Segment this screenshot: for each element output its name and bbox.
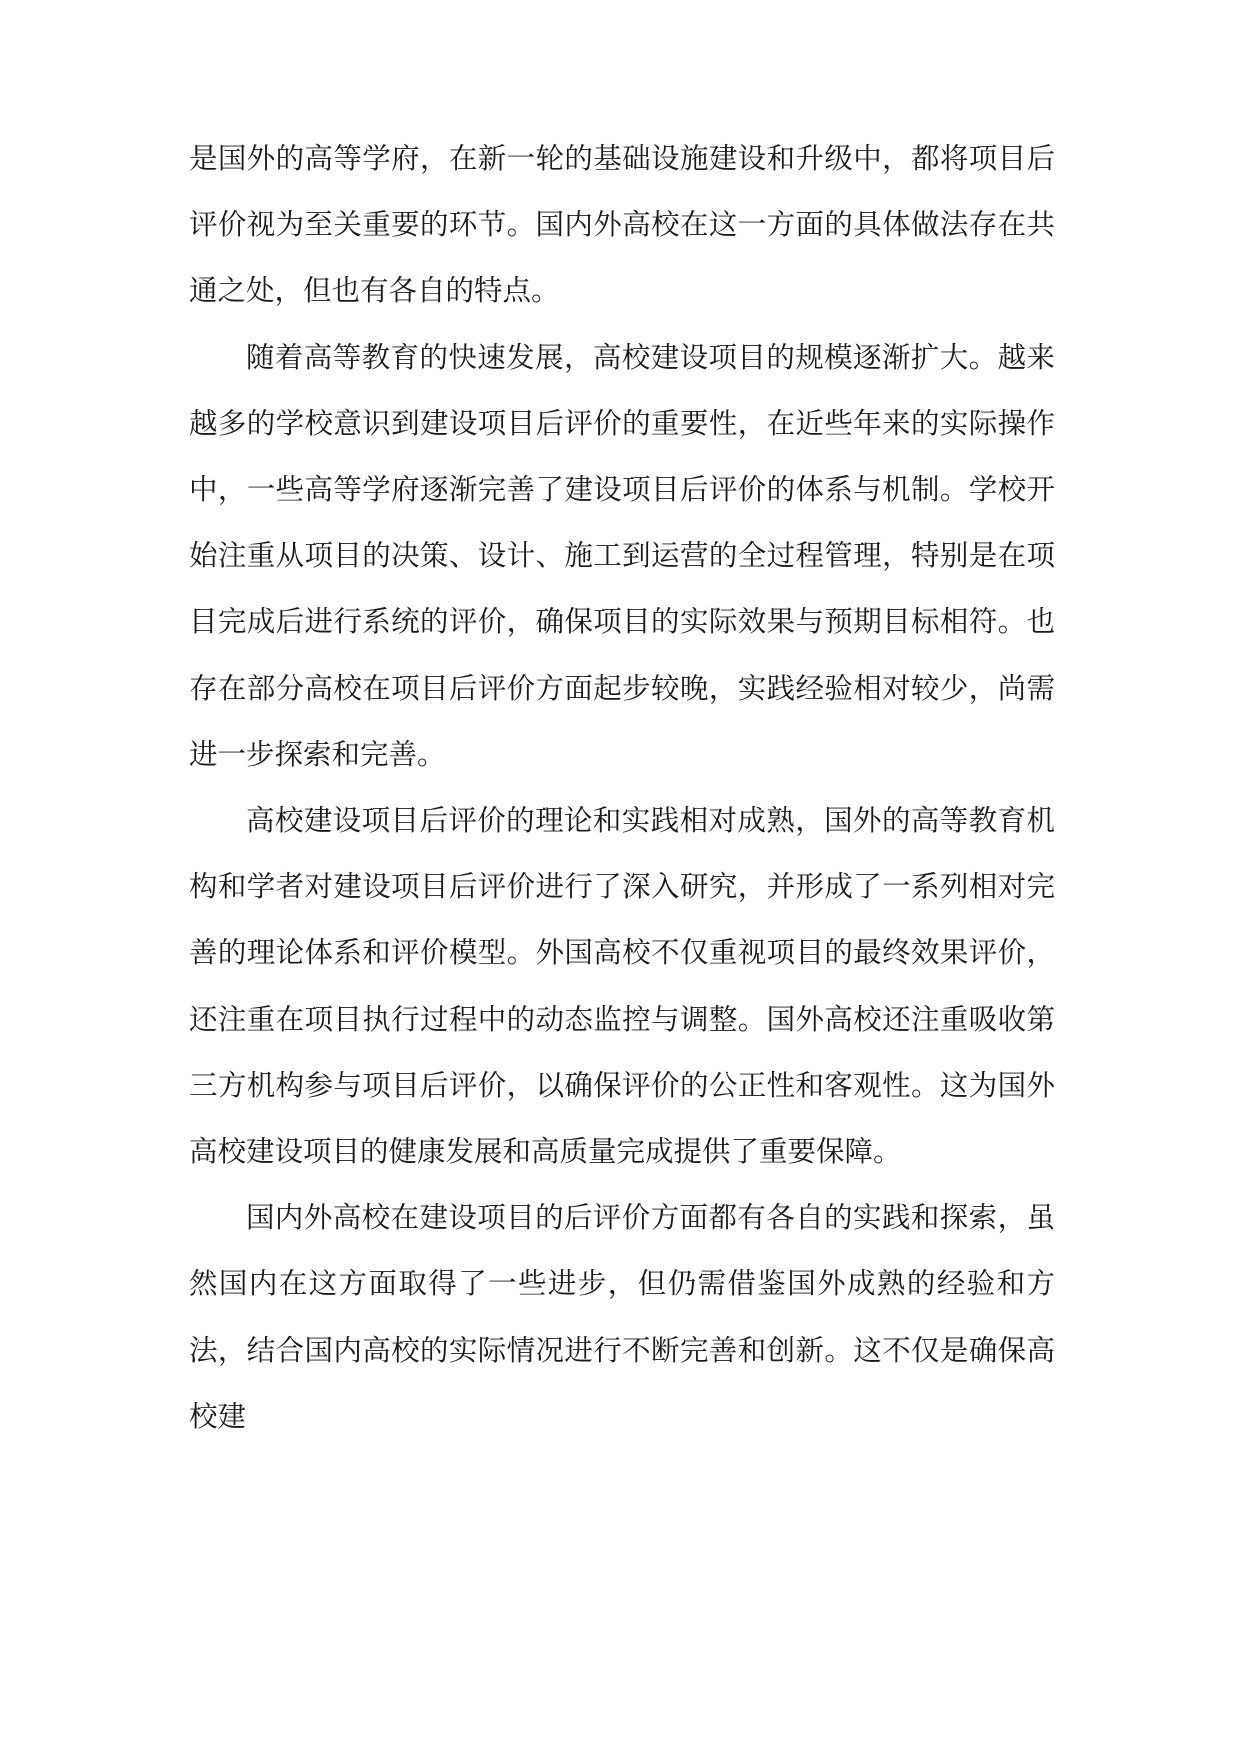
document-page (189, 126, 1055, 1450)
paragraph-1: 是国外的高等学府，在新一轮的基础设施建设和升级中，都将项目后评价视为至关重要的环节。国内外高校在这一方面的具体做法存在共通之处，但也有各自的特点。 (189, 142, 1055, 308)
paragraph-2: 随着高等教育的快速发展，高校建设项目的规模逐渐扩大。越来越多的学校意识到建设项目后评价的重要性，在近些年来的实际操作中，一些高等学府逐渐完善了建设项目后评价的体系与机制。学校开始注重从项目的决策、设计、施工到运营的全过程管理，特别是在项目完成后进行系统的评价，确保项目的实际效果与预期目标相符。也存在部分高校在项目后评价方面起步较晚，实践经验相对较少，尚需进一步探索和完善。 (189, 340, 1055, 771)
paragraph-3: 高校建设项目后评价的理论和实践相对成熟，国外的高等教育机构和学者对建设项目后评价进行了深入研究，并形成了一系列相对完善的理论体系和评价模型。外国高校不仅重视项目的最终效果评价，还注重在项目执行过程中的动态监控与调整。国外高校还注重吸收第三方机构参与项目后评价，以确保评价的公正性和客观性。这为国外高校建设项目的健康发展和高质量完成提供了重要保障。 (189, 804, 1055, 1169)
paragraph-4: 国内外高校在建设项目的后评价方面都有各自的实践和探索，虽然国内在这方面取得了一些进步，但仍需借鉴国外成熟的经验和方法，结合国内高校的实际情况进行不断完善和创新。这不仅是确保高校建 (189, 1201, 1055, 1433)
